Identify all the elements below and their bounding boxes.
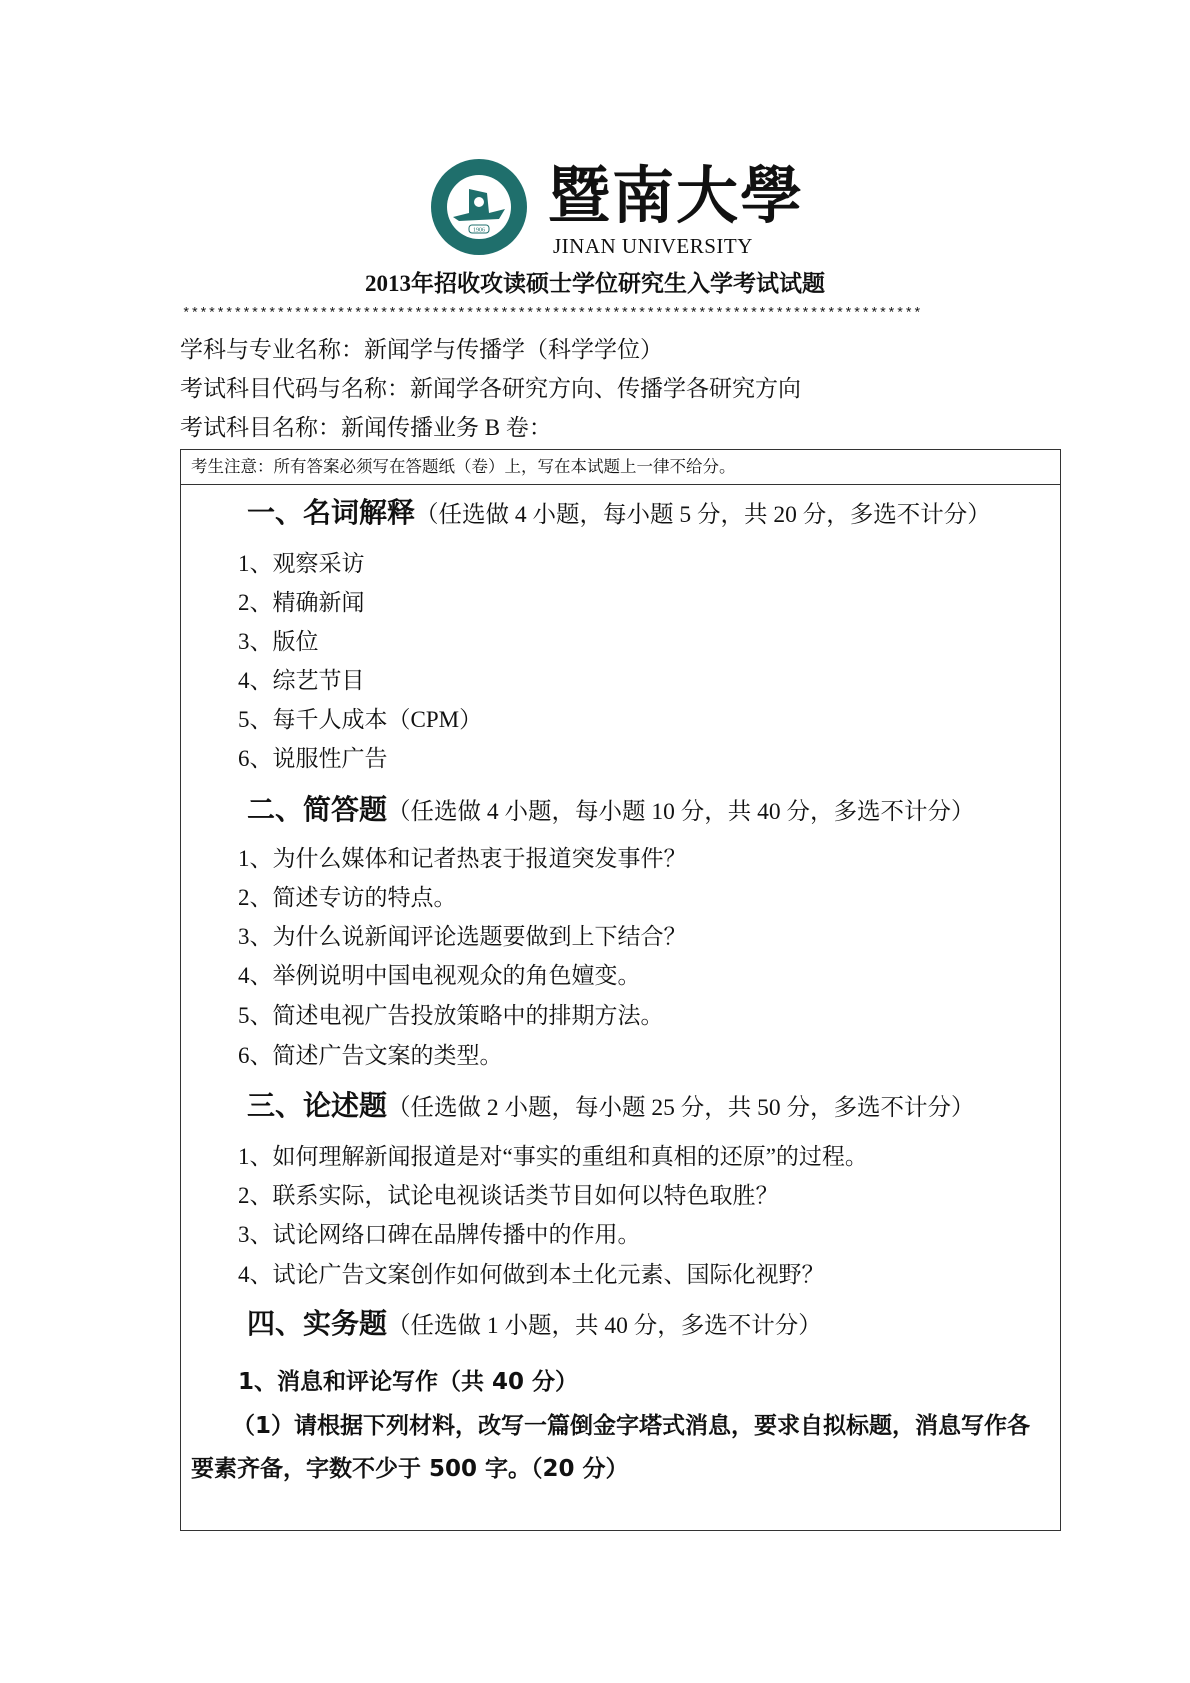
list-item: 3、为什么说新闻评论选题要做到上下结合？ [238, 924, 687, 949]
exam-code-line: 考试科目代码与名称：新闻学各研究方向、传播学各研究方向 [180, 376, 801, 401]
section-3-heading: 三、论述题（任选做 2 小题，每小题 25 分，共 50 分，多选不计分） [247, 1089, 975, 1122]
list-item: 6、简述广告文案的类型。 [238, 1043, 503, 1068]
list-item: 4、综艺节目 [238, 668, 365, 693]
practice-question-1-1-continued: 要素齐备，字数不少于 500 字。（20 分） [191, 1456, 629, 1482]
logo-english-name: JINAN UNIVERSITY [553, 234, 753, 258]
list-item: 2、精确新闻 [238, 590, 365, 615]
practice-question-1-1: （1）请根据下列材料，改写一篇倒金字塔式消息，要求自拟标题，消息写作各 [232, 1413, 1031, 1439]
seal-year: 1906 [473, 227, 485, 234]
list-item: 2、简述专访的特点。 [238, 885, 457, 910]
list-item: 4、试论广告文案创作如何做到本土化元素、国际化视野？ [238, 1262, 825, 1287]
star-divider: ************************************************************************************** [182, 306, 922, 322]
list-item: 3、试论网络口碑在品牌传播中的作用。 [238, 1222, 641, 1247]
list-item: 6、说服性广告 [238, 746, 388, 771]
list-item: 1、如何理解新闻报道是对“事实的重组和真相的还原”的过程。 [238, 1144, 868, 1169]
section-4-heading: 四、实务题（任选做 1 小题，共 40 分，多选不计分） [247, 1307, 822, 1340]
section-1-heading: 一、名词解释（任选做 4 小题，每小题 5 分，共 20 分，多选不计分） [247, 496, 991, 529]
notice-row [181, 450, 1060, 485]
notice-text: 考生注意：所有答案必须写在答题纸（卷）上，写在本试题上一律不给分。 [191, 457, 736, 476]
list-item: 2、联系实际，试论电视谈话类节目如何以特色取胜？ [238, 1183, 779, 1208]
exam-name-line: 考试科目名称：新闻传播业务 B 卷： [180, 415, 552, 440]
list-item: 5、简述电视广告投放策略中的排期方法。 [238, 1003, 664, 1028]
logo-chinese-name: 暨南大學 [548, 159, 805, 232]
exam-title: 2013年招收攻读硕士学位研究生入学考试试题 [365, 271, 825, 296]
section-2-heading: 二、简答题（任选做 4 小题，每小题 10 分，共 40 分，多选不计分） [247, 793, 975, 826]
list-item: 3、版位 [238, 629, 319, 654]
list-item: 4、举例说明中国电视观众的角色嬗变。 [238, 963, 641, 988]
list-item: 1、为什么媒体和记者热衷于报道突发事件？ [238, 846, 687, 871]
list-item: 1、观察采访 [238, 551, 365, 576]
list-item: 5、每千人成本（CPM） [238, 707, 483, 732]
university-seal-logo [429, 157, 529, 257]
practice-question-1: 1、消息和评论写作（共 40 分） [238, 1369, 579, 1395]
subject-line: 学科与专业名称：新闻学与传播学（科学学位） [180, 337, 663, 362]
